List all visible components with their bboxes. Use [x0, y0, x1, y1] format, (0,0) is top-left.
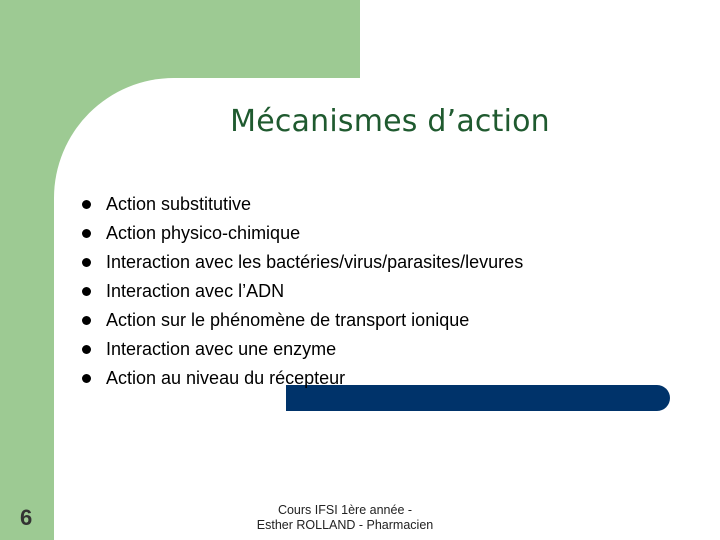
bullet-item: [78, 219, 523, 248]
bullet-text: Interaction avec l’ADN: [106, 281, 285, 301]
bullet-icon: [82, 345, 91, 354]
bullet-text: Action sur le phénomène de transport ionique: [106, 310, 470, 330]
footer-line-author: Esther ROLLAND - Pharmacien: [256, 518, 434, 532]
bullet-text: Interaction avec les bactéries/virus/parasites/levures: [106, 252, 524, 272]
bullet-icon: [82, 374, 91, 383]
bullet-item: [78, 335, 523, 364]
footer: [230, 503, 460, 533]
bullet-icon: [82, 200, 91, 209]
bullet-icon: [82, 229, 91, 238]
bullet-item: [78, 277, 523, 306]
bullet-text: Action au niveau du récepteur: [106, 368, 346, 388]
bullet-item: [78, 248, 523, 277]
bullet-text: Action physico-chimique: [106, 223, 301, 243]
bullet-item: [78, 190, 523, 219]
bullet-item: [78, 364, 523, 393]
slide-title: Mécanismes d’action: [230, 104, 550, 139]
bullet-icon: [82, 258, 91, 267]
footer-line-course: Cours IFSI 1ère année -: [277, 503, 413, 517]
bullet-text: Action substitutive: [106, 194, 252, 214]
bullet-text: Interaction avec une enzyme: [106, 339, 337, 359]
bullet-icon: [82, 287, 91, 296]
bullet-item: [78, 306, 523, 335]
bullet-list: [78, 190, 523, 393]
bullet-icon: [82, 316, 91, 325]
slide-number: 6: [20, 505, 33, 530]
